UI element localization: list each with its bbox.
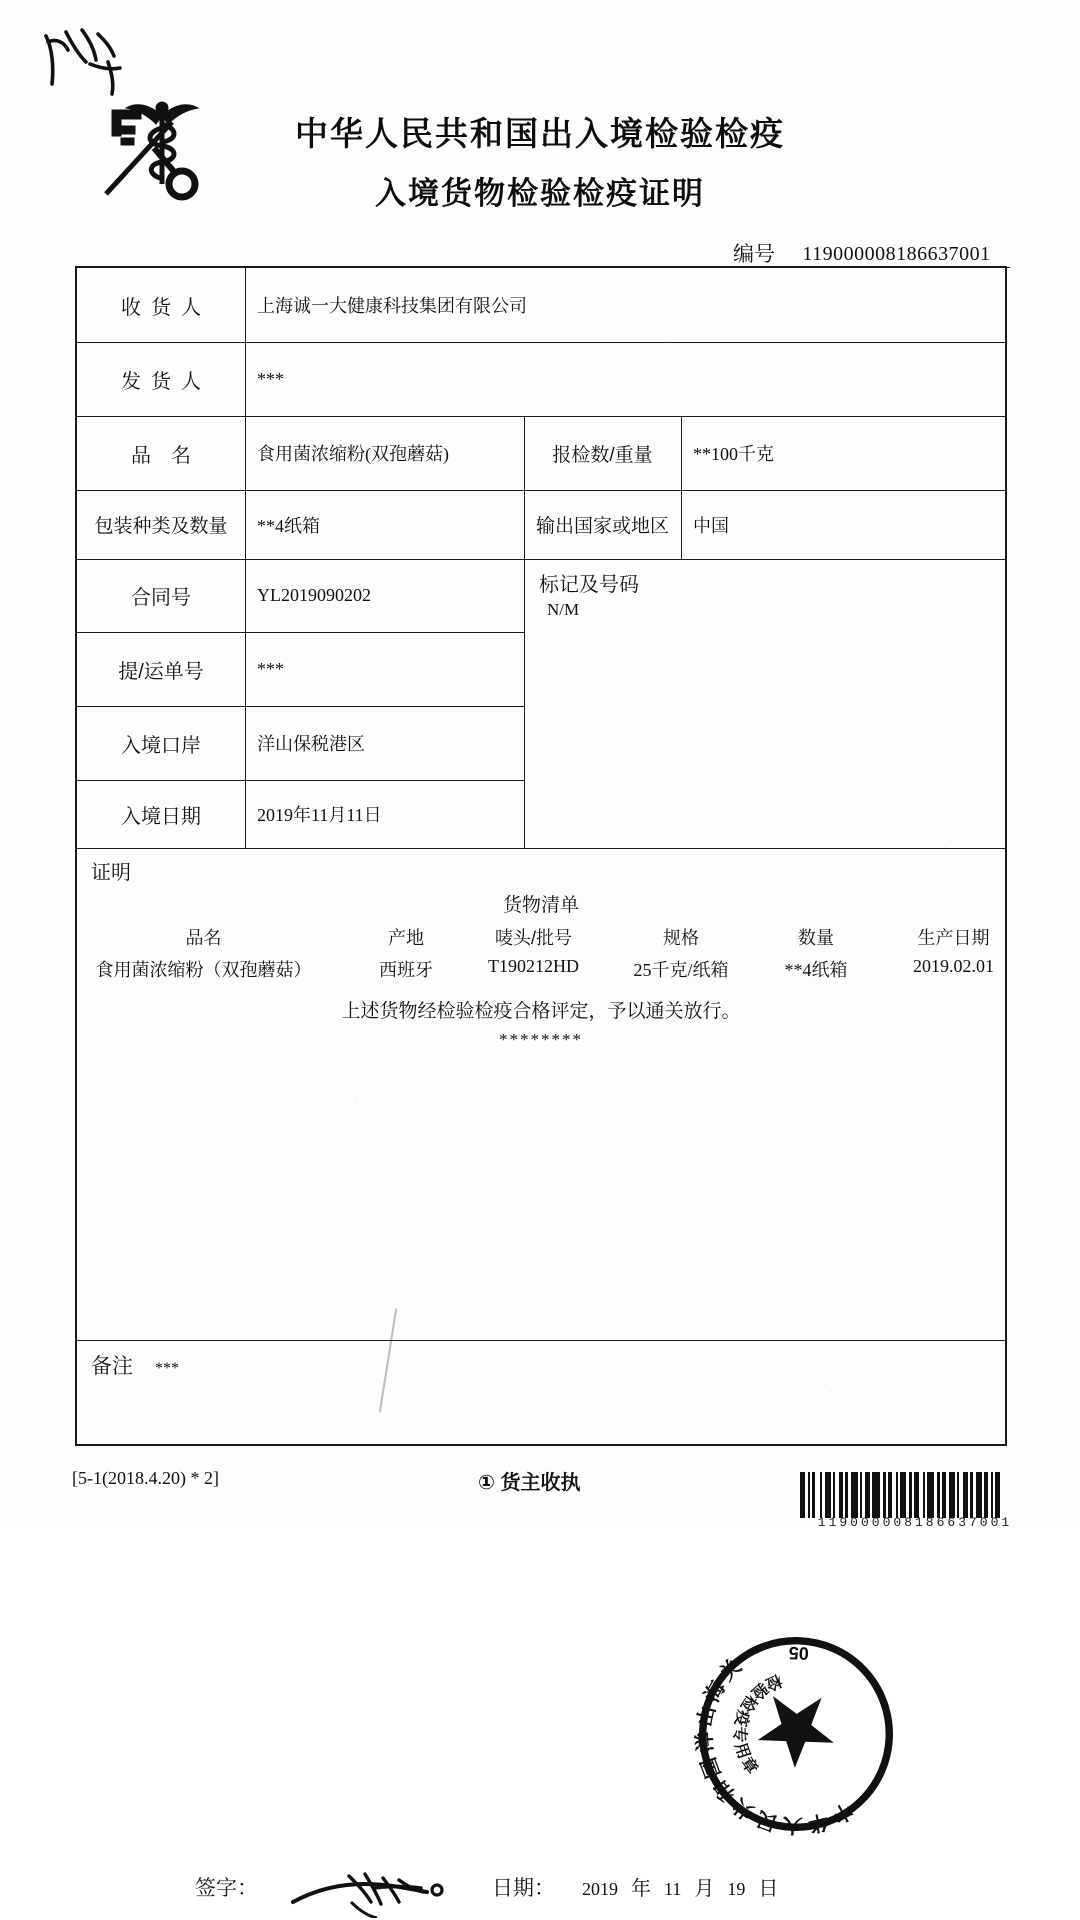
seal-number: 05 xyxy=(788,1642,810,1664)
consignee-label: 收货人 xyxy=(121,296,211,319)
package-value: **4纸箱 xyxy=(257,515,320,536)
package-label: 包装种类及数量 xyxy=(94,516,228,537)
page-title-line1: 中华人民共和国出入境检验检疫 xyxy=(295,115,785,152)
marks-label: 标记及号码 xyxy=(539,574,639,596)
date-day: 19 xyxy=(727,1879,746,1899)
date-day-unit: 日 xyxy=(758,1878,779,1900)
consignor-value: *** xyxy=(257,368,284,389)
export-country-value: 中国 xyxy=(693,515,729,536)
manifest-header-cell: 产地 xyxy=(388,928,424,948)
manifest-cell: 食用菌浓缩粉（双孢蘑菇） xyxy=(95,960,312,980)
manifest-cell: T190212HD xyxy=(488,956,579,976)
export-country-label: 输出国家或地区 xyxy=(535,516,669,537)
date-month-unit: 月 xyxy=(694,1878,715,1900)
barcode-digits: 119000008186637001 xyxy=(817,1515,1013,1526)
date-label: 日期： xyxy=(492,1877,555,1900)
signature-row xyxy=(77,1860,1005,1920)
remark-label: 备注 xyxy=(91,1355,133,1378)
form-code: [5-1(2018.4.20) * 2] xyxy=(72,1468,219,1488)
bill-value: *** xyxy=(257,658,284,679)
entry-port-label: 入境口岸 xyxy=(121,734,201,757)
manifest-header-cell: 唛头/批号 xyxy=(494,928,572,948)
manifest-cell: 西班牙 xyxy=(379,960,433,980)
svg-text:检验检疫专用章 xyxy=(728,1669,785,1780)
manifest-header-cell: 品名 xyxy=(185,928,222,948)
page-title-line2: 入境货物检验检疫证明 xyxy=(375,176,705,211)
remark-value: *** xyxy=(155,1360,179,1377)
manifest-header-cell: 数量 xyxy=(798,928,834,948)
manifest-table xyxy=(77,924,1005,982)
product-value: 食用菌浓缩粉(双孢蘑菇) xyxy=(257,444,449,464)
quantity-weight-label: 报检数/重量 xyxy=(552,444,653,466)
seal-inner-text: 检验检疫专用章 xyxy=(730,1670,785,1780)
consignor-label: 发货人 xyxy=(121,370,211,393)
remark-section xyxy=(77,1340,1005,1446)
serial-value: 119000008186637001 xyxy=(783,243,1010,268)
certificate-label: 证明 xyxy=(91,862,131,884)
official-seal-stamp xyxy=(686,1624,905,1843)
serial-label: 编号 xyxy=(733,242,775,266)
handwritten-signature xyxy=(287,1862,497,1918)
bill-label: 提/运单号 xyxy=(118,660,204,683)
manifest-title: 货物清单 xyxy=(502,895,579,916)
contract-value: YL2019090202 xyxy=(257,585,371,605)
manifest-header-cell: 生产日期 xyxy=(917,928,990,948)
clearance-statement: 上述货物经检验检疫合格评定，予以通关放行。 xyxy=(341,1001,741,1022)
manifest-cell: **4纸箱 xyxy=(784,960,848,980)
signature-date xyxy=(582,1872,778,1901)
marks-value: N/M xyxy=(547,600,580,619)
manifest-header-cell: 规格 xyxy=(663,928,699,948)
date-month: 11 xyxy=(664,1879,682,1899)
entry-port-value: 洋山保税港区 xyxy=(257,734,365,754)
entry-date-label: 入境日期 xyxy=(121,805,201,828)
product-label: 品 名 xyxy=(131,444,191,467)
serial-number-block xyxy=(733,238,1010,268)
date-year-unit: 年 xyxy=(631,1878,651,1900)
manifest-cell: 25千克/纸箱 xyxy=(633,960,729,980)
entry-date-value: 2019年11月11日 xyxy=(257,805,382,825)
signature-label: 签字： xyxy=(195,1877,258,1900)
statement-stars: ******** xyxy=(499,1030,583,1049)
quantity-weight-value: **100千克 xyxy=(693,444,774,464)
manifest-header-row xyxy=(77,924,1005,956)
copy-note: ① 货主收执 xyxy=(478,1472,581,1494)
date-year: 2019 xyxy=(582,1879,618,1899)
consignee-value: 上海诚一大健康科技集团有限公司 xyxy=(257,296,527,316)
barcode xyxy=(800,1472,1030,1518)
manifest-data-row xyxy=(77,956,1005,982)
contract-label: 合同号 xyxy=(131,587,191,609)
handwritten-mark xyxy=(38,18,148,98)
manifest-cell: 2019.02.01 xyxy=(913,956,994,976)
seal-outer-text: 中华人民共和国洋山海关 xyxy=(693,1652,857,1837)
